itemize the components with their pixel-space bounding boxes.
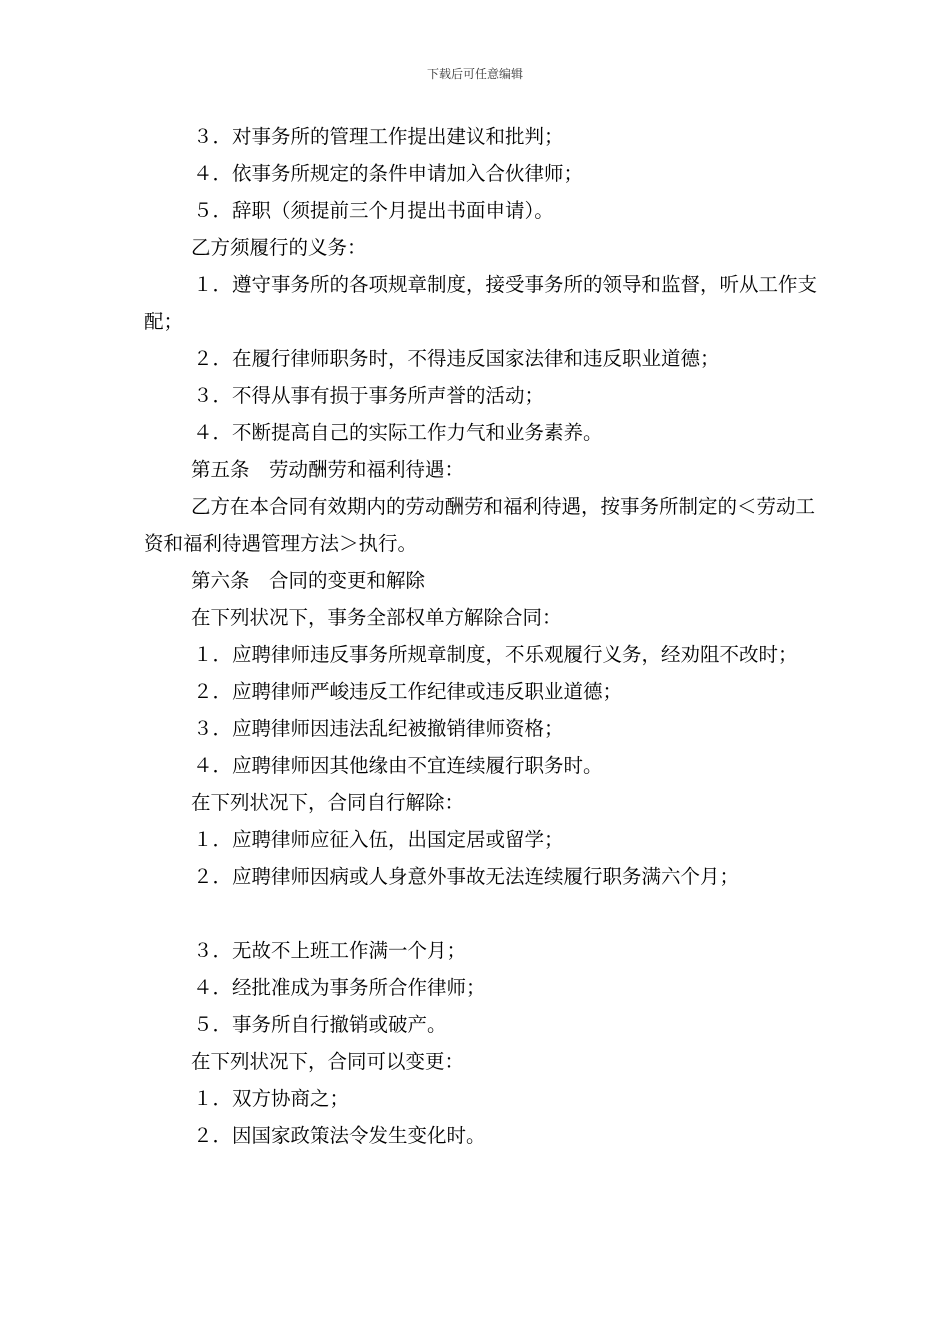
paragraph: ２．应聘律师因病或人身意外事故无法连续履行职务满六个月； — [193, 865, 740, 888]
paragraph: ３．对事务所的管理工作提出建议和批判； — [193, 125, 564, 148]
paragraph: ２．应聘律师严峻违反工作纪律或违反职业道德； — [193, 680, 623, 703]
section-heading: 在下列状况下，事务全部权单方解除合同： — [191, 606, 562, 629]
paragraph: ３．不得从事有损于事务所声誉的活动； — [193, 384, 545, 407]
page-header: 下载后可任意编辑 — [426, 67, 523, 81]
blank-line — [144, 895, 820, 932]
paragraph: ４．应聘律师因其他缘由不宜连续履行职务时。 — [193, 754, 603, 777]
paragraph: １．应聘律师应征入伍，出国定居或留学； — [193, 828, 564, 851]
paragraph: ４．依事务所规定的条件申请加入合伙律师； — [193, 162, 584, 185]
paragraph: 乙方在本合同有效期内的劳动酬劳和福利待遇，按事务所制定的＜劳动工资和福利待遇管理方法＞执行。 — [144, 495, 816, 555]
paragraph: １．遵守事务所的各项规章制度，接受事务所的领导和监督，听从工作支配； — [144, 273, 818, 333]
paragraph: ５．事务所自行撤销或破产。 — [193, 1013, 447, 1036]
section-heading: 在下列状况下，合同自行解除： — [191, 791, 465, 814]
article-heading: 第六条 合同的变更和解除 — [191, 569, 426, 592]
article-heading: 第五条 劳动酬劳和福利待遇： — [191, 458, 465, 481]
section-heading: 乙方须履行的义务： — [191, 236, 367, 259]
paragraph: １．双方协商之； — [193, 1087, 350, 1110]
paragraph: １．应聘律师违反事务所规章制度，不乐观履行义务，经劝阻不改时； — [193, 643, 798, 666]
paragraph: ３．应聘律师因违法乱纪被撤销律师资格； — [193, 717, 564, 740]
paragraph: ４．不断提高自己的实际工作力气和业务素养。 — [193, 421, 603, 444]
paragraph: ３．无故不上班工作满一个月； — [193, 939, 467, 962]
paragraph: ５．辞职（须提前三个月提出书面申请）。 — [193, 199, 554, 222]
document-body — [144, 118, 820, 1154]
paragraph: ４．经批准成为事务所合作律师； — [193, 976, 486, 999]
paragraph: ２．因国家政策法令发生变化时。 — [193, 1124, 486, 1147]
section-heading: 在下列状况下，合同可以变更： — [191, 1050, 465, 1073]
paragraph: ２．在履行律师职务时，不得违反国家法律和违反职业道德； — [193, 347, 720, 370]
